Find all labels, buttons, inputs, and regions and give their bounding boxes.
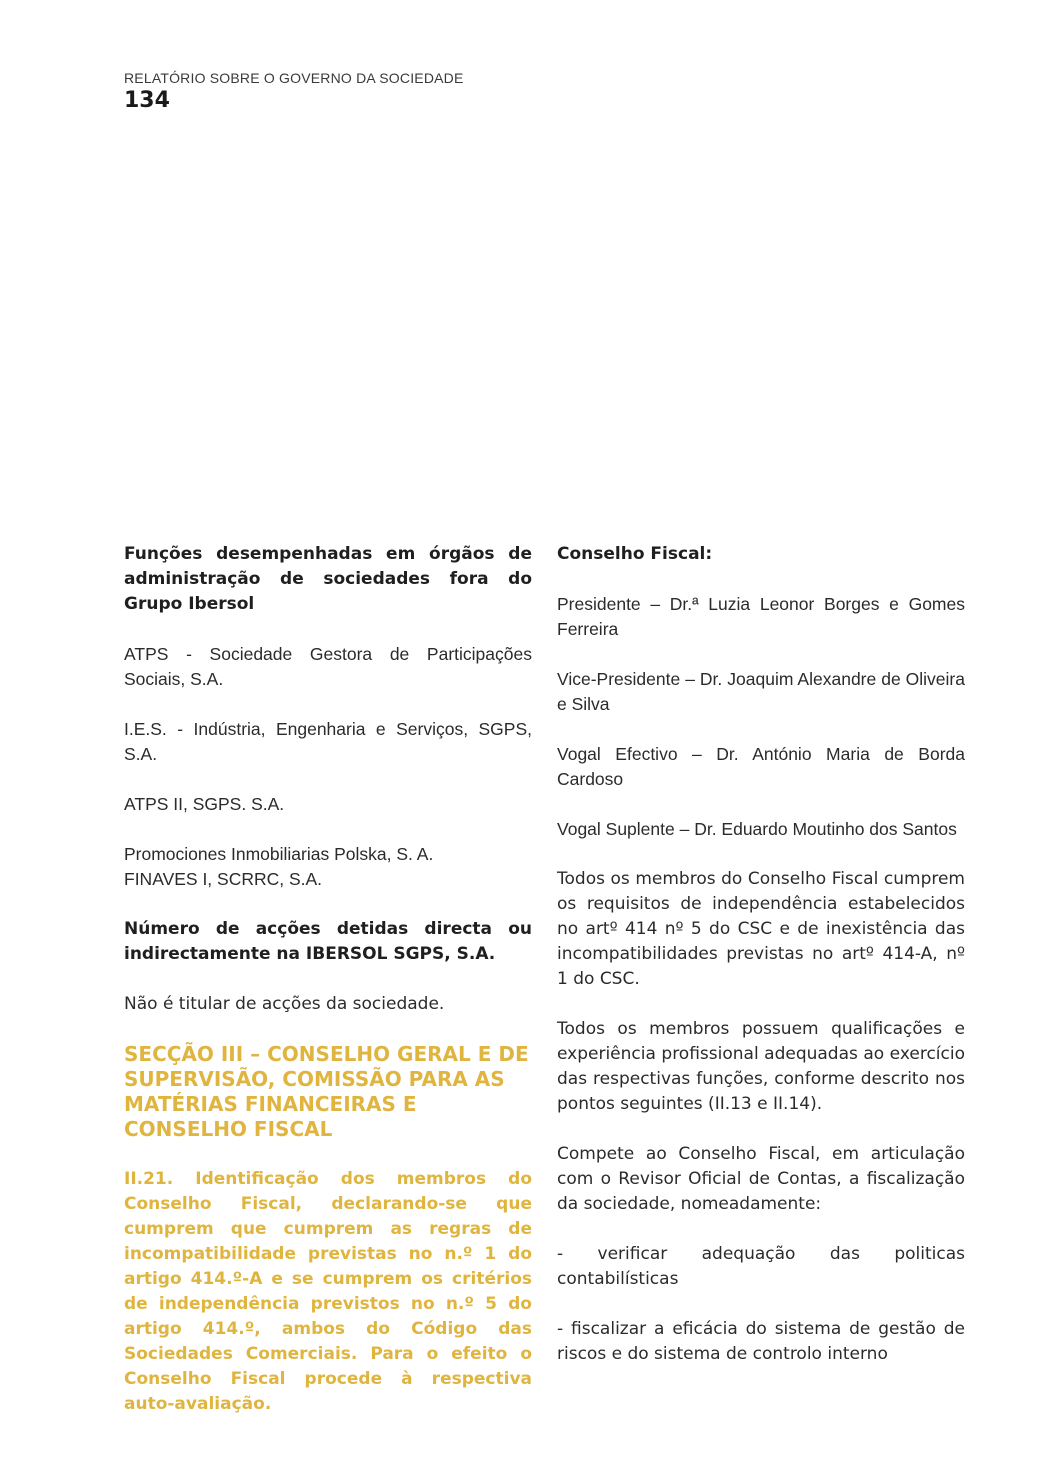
shares-text: Não é titular de acções da sociedade. — [124, 994, 445, 1014]
bullet-politicas: - verificar adequação das politicas contabilísticas — [557, 1244, 965, 1289]
company-finaves: FINAVES I, SCRRC, S.A. — [124, 869, 323, 889]
page-number: 134 — [124, 88, 170, 113]
member-vice-presidente: Vice-Presidente – Dr. Joaquim Alexandre de Oliveira e Silva — [557, 669, 965, 714]
running-title: RELATÓRIO SOBRE O GOVERNO DA SOCIEDADE — [124, 70, 464, 86]
functions-heading: Funções desempenhadas em órgãos de administração de sociedades fora do Grupo Ibersol — [124, 544, 532, 614]
item-ii21: II.21. Identificação dos membros do Conselho Fiscal, declarando-se que cumprem que cumprem as regras de incompatibilidade previstas no n.º 1 do artigo 414.º-A e se cumprem os critérios de independência previstos no n.º 5 do artigo 414.º, ambos do Código das Sociedades Comerciais. Para o efeito o Conselho Fiscal procede à respectiva auto-avaliação. — [124, 1169, 532, 1414]
left-column — [124, 542, 532, 1442]
member-presidente: Presidente – Dr.ª Luzia Leonor Borges e Gomes Ferreira — [557, 594, 965, 639]
conselho-fiscal-heading: Conselho Fiscal: — [557, 544, 713, 564]
section-title: SECÇÃO III – CONSELHO GERAL E DE SUPERVISÃO, COMISSÃO PARA AS MATÉRIAS FINANCEIRAS E CONSELHO FISCAL — [124, 1042, 529, 1141]
page-header — [124, 70, 464, 113]
right-column — [557, 542, 965, 1392]
member-vogal-efectivo: Vogal Efectivo – Dr. António Maria de Borda Cardoso — [557, 744, 965, 789]
para-independence: Todos os membros do Conselho Fiscal cumprem os requisitos de independência estabelecidos no artº 414 nº 5 do CSC e de inexistência das incompatibilidades previstas no artº 414-A, nº 1 do CSC. — [557, 869, 965, 989]
company-atps-ii: ATPS II, SGPS. S.A. — [124, 794, 285, 814]
para-compete: Compete ao Conselho Fiscal, em articulação com o Revisor Oficial de Contas, a fiscalização da sociedade, nomeadamente: — [557, 1144, 965, 1214]
para-qualifications: Todos os membros possuem qualificações e experiência profissional adequadas ao exercício das respectivas funções, conforme descrito nos pontos seguintes (II.13 e II.14). — [557, 1019, 965, 1114]
company-atps: ATPS - Sociedade Gestora de Participações Sociais, S.A. — [124, 644, 532, 689]
member-vogal-suplente: Vogal Suplente – Dr. Eduardo Moutinho dos Santos — [557, 819, 957, 839]
company-promociones: Promociones Inmobiliarias Polska, S. A. — [124, 844, 434, 864]
shares-heading: Número de acções detidas directa ou indirectamente na IBERSOL SGPS, S.A. — [124, 919, 532, 964]
company-ies: I.E.S. - Indústria, Engenharia e Serviços, SGPS, S.A. — [124, 719, 532, 764]
bullet-riscos: - fiscalizar a eficácia do sistema de gestão de riscos e do sistema de controlo interno — [557, 1319, 965, 1364]
